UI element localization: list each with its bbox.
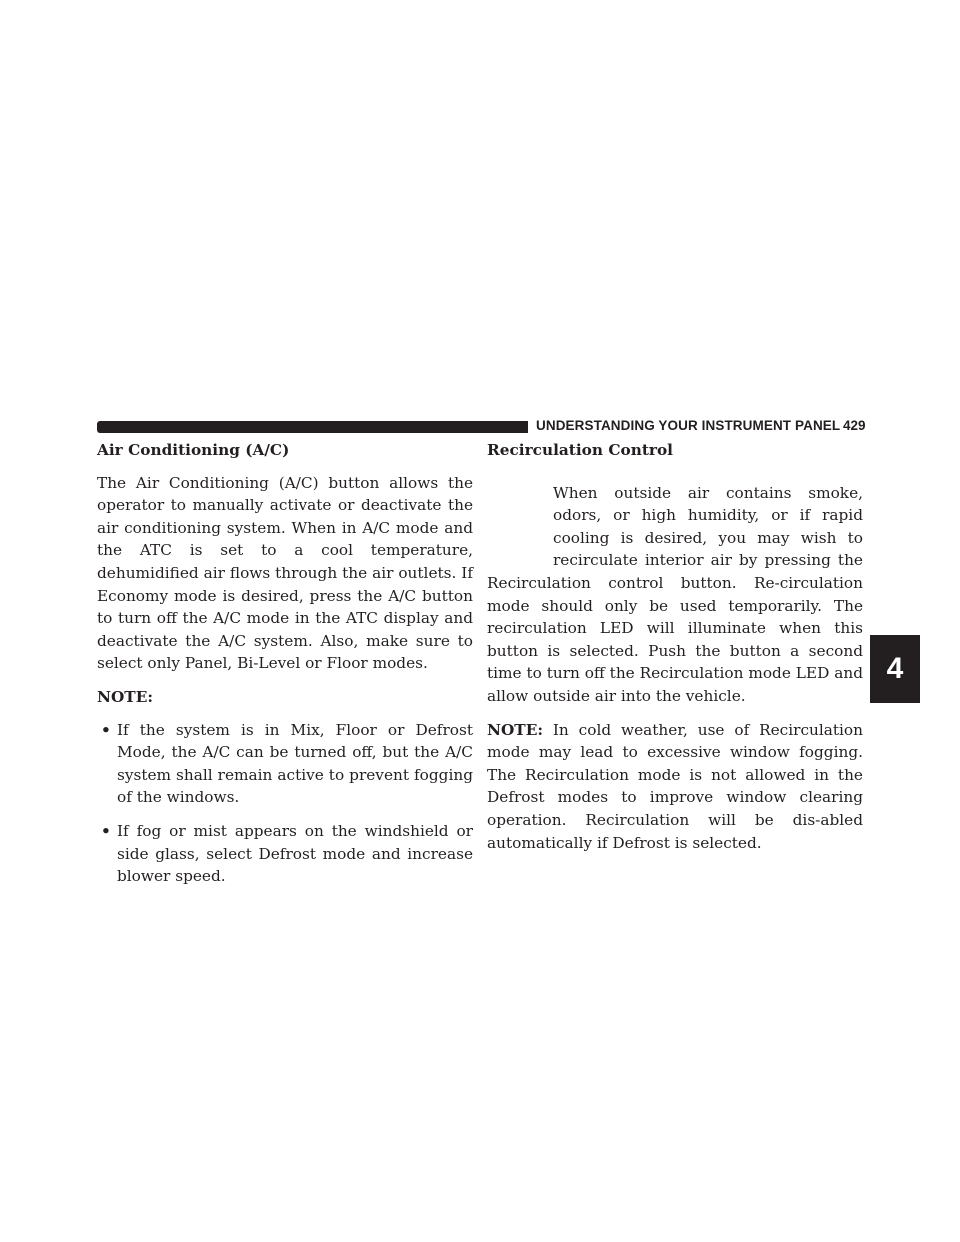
bullet-text: If the system is in Mix, Floor or Defrost Mode, the A/C can be turned off, but the A/C system shall remain active to prevent fogging of the windows. (117, 720, 473, 807)
recirculation-note (487, 719, 863, 855)
note-bullet-list (97, 719, 473, 888)
list-item (97, 820, 473, 888)
note-text: In cold weather, use of Recirculation mode may lead to excessive window fogging. The Recirculation mode is not allowed in the Defrost modes to improve window clearing operation. Recirculation will be dis-abled automatically if Defrost is selected. (487, 720, 863, 852)
section-title: UNDERSTANDING YOUR INSTRUMENT PANEL (536, 418, 841, 433)
recirculation-paragraph-text: When outside air contains smoke, odors, or high humidity, or if rapid cooling is desired, you may wish to recirculate interior air by pressing the Recirculation control button. Re-circulation mode should only be used temporarily. The recirculation LED will illuminate when this button is selected. Push the button a second time to turn off the Recirculation mode LED and allow outside air into the vehicle. (487, 483, 863, 705)
bullet-icon: • (101, 720, 111, 739)
air-conditioning-heading: Air Conditioning (A/C) (97, 441, 290, 459)
note-label: NOTE: (97, 687, 153, 706)
bullet-icon: • (101, 821, 111, 840)
recirculation-icon-placeholder (487, 482, 553, 570)
header-rule (97, 421, 528, 433)
right-column (487, 439, 863, 865)
left-column (97, 439, 473, 899)
recirculation-paragraph (487, 482, 863, 708)
bullet-text: If fog or mist appears on the windshield or side glass, select Defrost mode and increase blower speed. (117, 821, 473, 886)
chapter-tab: 4 (870, 635, 920, 703)
recirculation-heading: Recirculation Control (487, 441, 673, 459)
air-conditioning-paragraph: The Air Conditioning (A/C) button allows the operator to manually activate or deactivate the air conditioning system. When in A/C mode and the ATC is set to a cool temperature, dehumidified air flows through the air outlets. If Economy mode is desired, press the A/C button to turn off the A/C mode in the ATC display and deactivate the A/C system. Also, make sure to select only Panel, Bi-Level or Floor modes. (97, 473, 473, 673)
list-item (97, 719, 473, 809)
page-number: 429 (843, 418, 866, 433)
note-label: NOTE: (487, 720, 543, 739)
